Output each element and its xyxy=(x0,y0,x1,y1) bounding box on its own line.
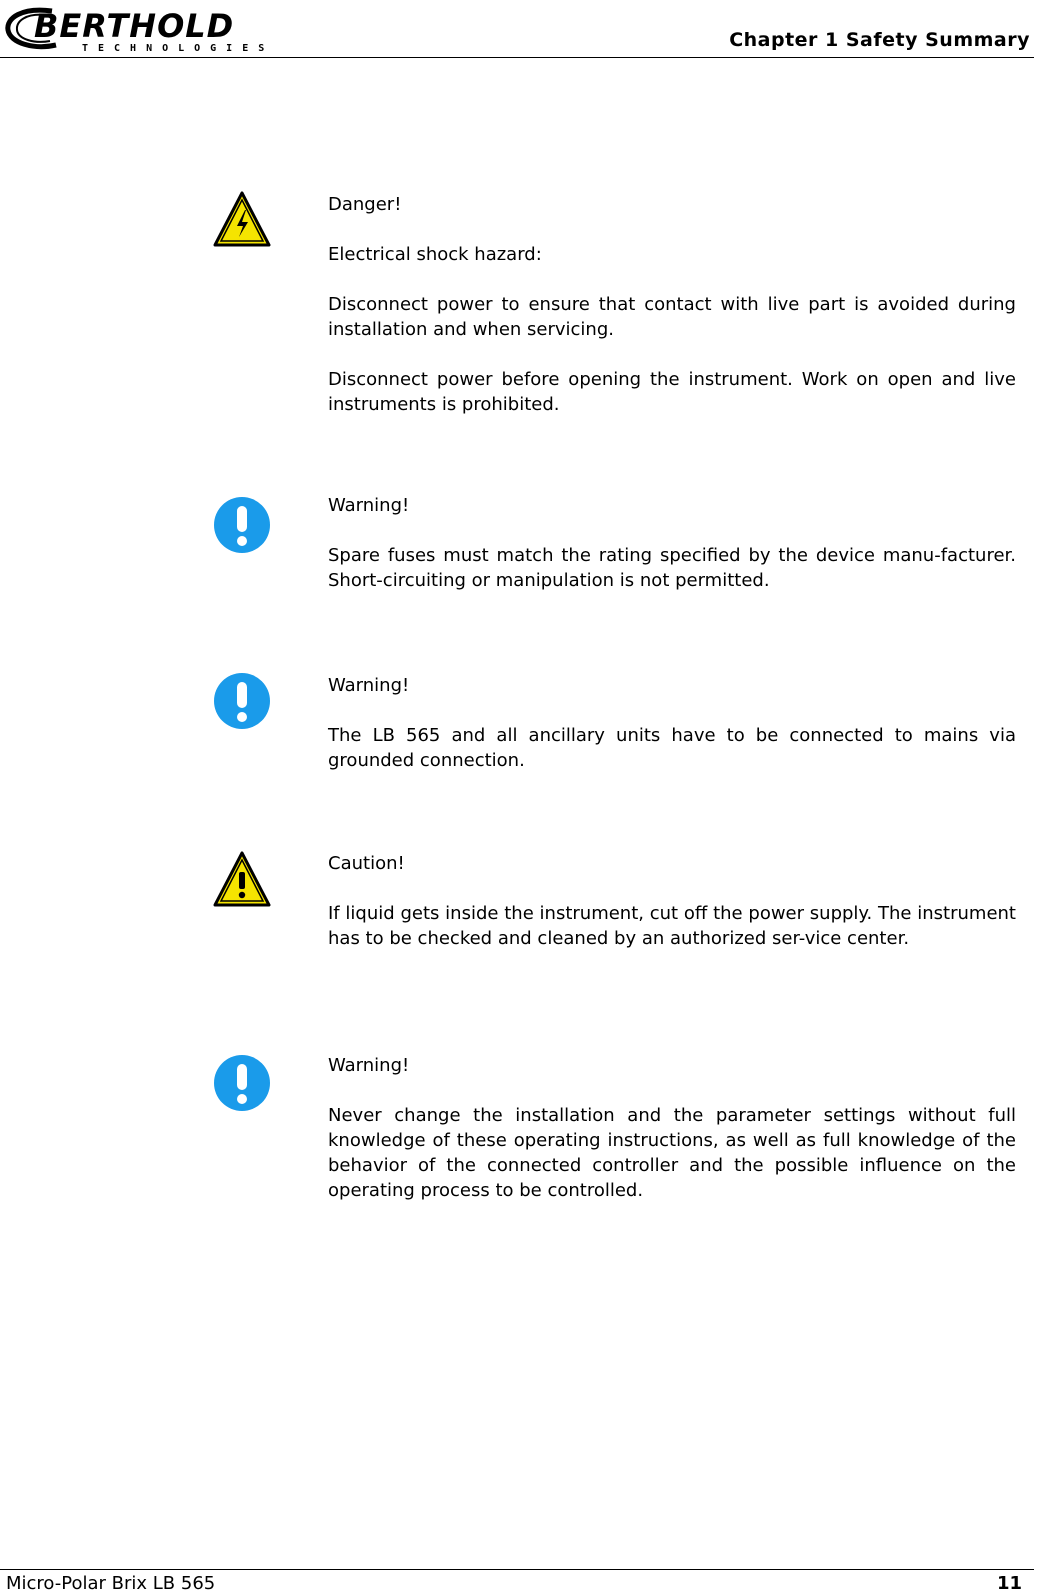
footer-divider xyxy=(0,1569,1034,1570)
header-divider xyxy=(0,57,1034,58)
notice-title: Warning! xyxy=(328,495,410,516)
caution-triangle-icon xyxy=(212,850,272,910)
notice-paragraph: Never change the installation and the parameter settings without full knowledge of these operating instructions, as well as full knowledge of the behavior of the connected controller and the possible influence on the operating process to be controlled. xyxy=(328,1105,1016,1201)
berthold-logo xyxy=(4,4,304,54)
page-header xyxy=(0,0,1040,60)
notice-paragraph: The LB 565 and all ancillary units have to be connected to mains via grounded connection. xyxy=(328,725,1016,771)
footer-product-name: Micro-Polar Brix LB 565 xyxy=(6,1573,216,1594)
notice-title: Caution! xyxy=(328,853,405,874)
notice-paragraph: Disconnect power before opening the instrument. Work on open and live instruments is prohibited. xyxy=(328,369,1016,415)
notice-paragraph: Disconnect power to ensure that contact with live part is avoided during installation and when servicing. xyxy=(328,294,1016,340)
notice-paragraph: If liquid gets inside the instrument, cut off the power supply. The instrument has to be checked and cleaned by an authorized ser-vice center. xyxy=(328,903,1016,949)
notice-paragraph: Electrical shock hazard: xyxy=(328,244,542,265)
exclamation-icon xyxy=(212,671,272,731)
logo-subtext: TECHNOLOGIES xyxy=(82,43,275,54)
chapter-title: Chapter 1 Safety Summary xyxy=(729,29,1030,51)
notice-paragraph: Spare fuses must match the rating specified by the device manu-facturer. Short-circuiting or manipulation is not permitted. xyxy=(328,545,1016,591)
notice-title: Danger! xyxy=(328,194,402,215)
electrical-hazard-icon xyxy=(212,190,272,250)
logo-wordmark: BERTHOLD xyxy=(34,7,235,45)
notice-title: Warning! xyxy=(328,1055,410,1076)
page-number: 11 xyxy=(996,1573,1022,1594)
exclamation-icon xyxy=(212,1053,272,1113)
exclamation-icon xyxy=(212,495,272,555)
notice-title: Warning! xyxy=(328,675,410,696)
